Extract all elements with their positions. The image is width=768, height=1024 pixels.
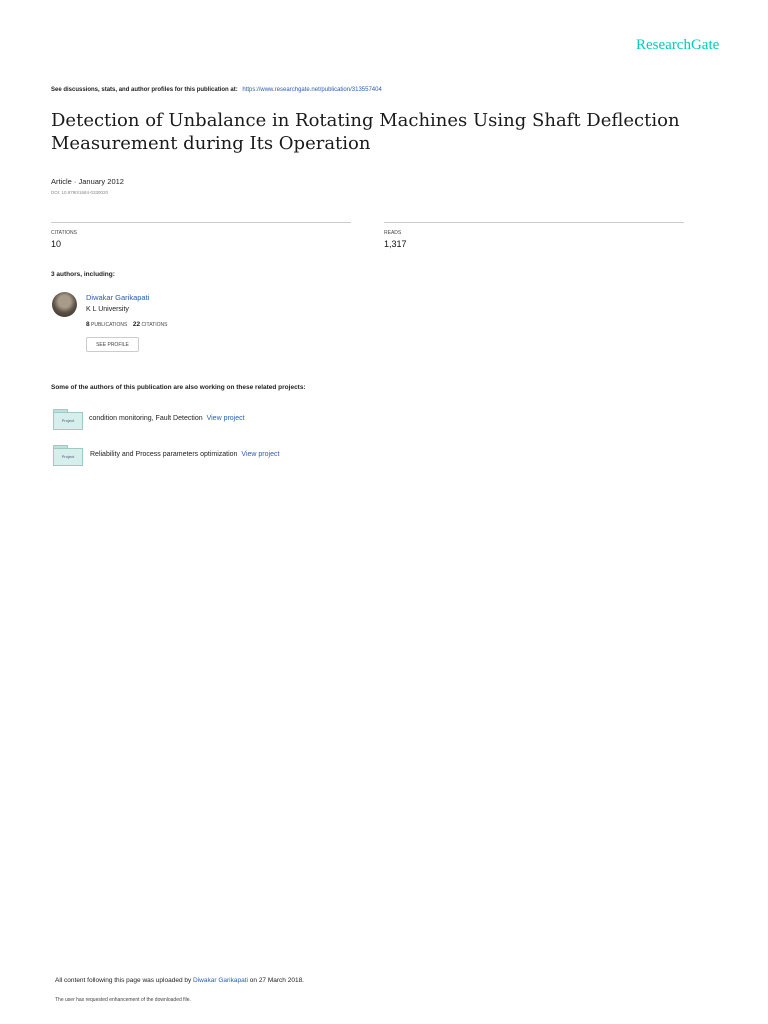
upload-prefix: All content following this page was uploaded by: [55, 977, 192, 984]
divider-left: [51, 222, 351, 223]
uploader-link[interactable]: Diwakar Garikapati: [193, 977, 248, 984]
doi: DOI: 10.9790/1684-0330020: [51, 190, 109, 195]
discussions-line: [51, 87, 382, 93]
author-citations-label: CITATIONS: [141, 322, 168, 328]
publication-title: Detection of Unbalance in Rotating Machines Using Shaft Deflection Measurement during Its Operation: [51, 110, 680, 154]
citations-value: 10: [51, 239, 62, 249]
citations-label: CITATIONS: [51, 230, 77, 236]
author-stats: [86, 321, 167, 328]
project-folder-icon: [53, 445, 83, 465]
author-publications-label: PUBLICATIONS: [91, 322, 128, 328]
reads-value: 1,317: [384, 239, 407, 249]
view-project-link[interactable]: View project: [206, 415, 245, 422]
projects-heading: Some of the authors of this publication are also working on these related projects:: [51, 384, 306, 391]
project-folder-icon: [53, 409, 83, 429]
project-item: [89, 415, 245, 422]
upload-notice: [55, 977, 304, 984]
project-item: [90, 451, 279, 458]
authors-heading: 3 authors, including:: [51, 271, 115, 278]
author-publications-count: 8: [86, 321, 90, 328]
author-name[interactable]: Diwakar Garikapati: [86, 293, 150, 302]
folder-label: Project: [53, 448, 83, 466]
discussions-text: See discussions, stats, and author profiles for this publication at:: [51, 87, 238, 93]
project-title: condition monitoring, Fault Detection: [89, 415, 203, 422]
publication-link[interactable]: https://www.researchgate.net/publication/313557404: [242, 87, 382, 93]
project-title: Reliability and Process parameters optimization: [90, 451, 238, 458]
see-profile-button[interactable]: SEE PROFILE: [86, 337, 139, 352]
article-type-date: Article · January 2012: [51, 177, 124, 186]
reads-label: READS: [384, 230, 402, 236]
avatar[interactable]: [52, 292, 77, 317]
author-institution: K L University: [86, 306, 129, 313]
author-citations-count: 22: [132, 321, 141, 328]
view-project-link[interactable]: View project: [241, 451, 280, 458]
upload-suffix: on 27 March 2018.: [249, 977, 304, 984]
folder-label: Project: [53, 412, 83, 430]
enhancement-note: The user has requested enhancement of the downloaded file.: [55, 997, 191, 1003]
researchgate-logo[interactable]: ResearchGate: [636, 37, 720, 53]
divider-right: [384, 222, 684, 223]
